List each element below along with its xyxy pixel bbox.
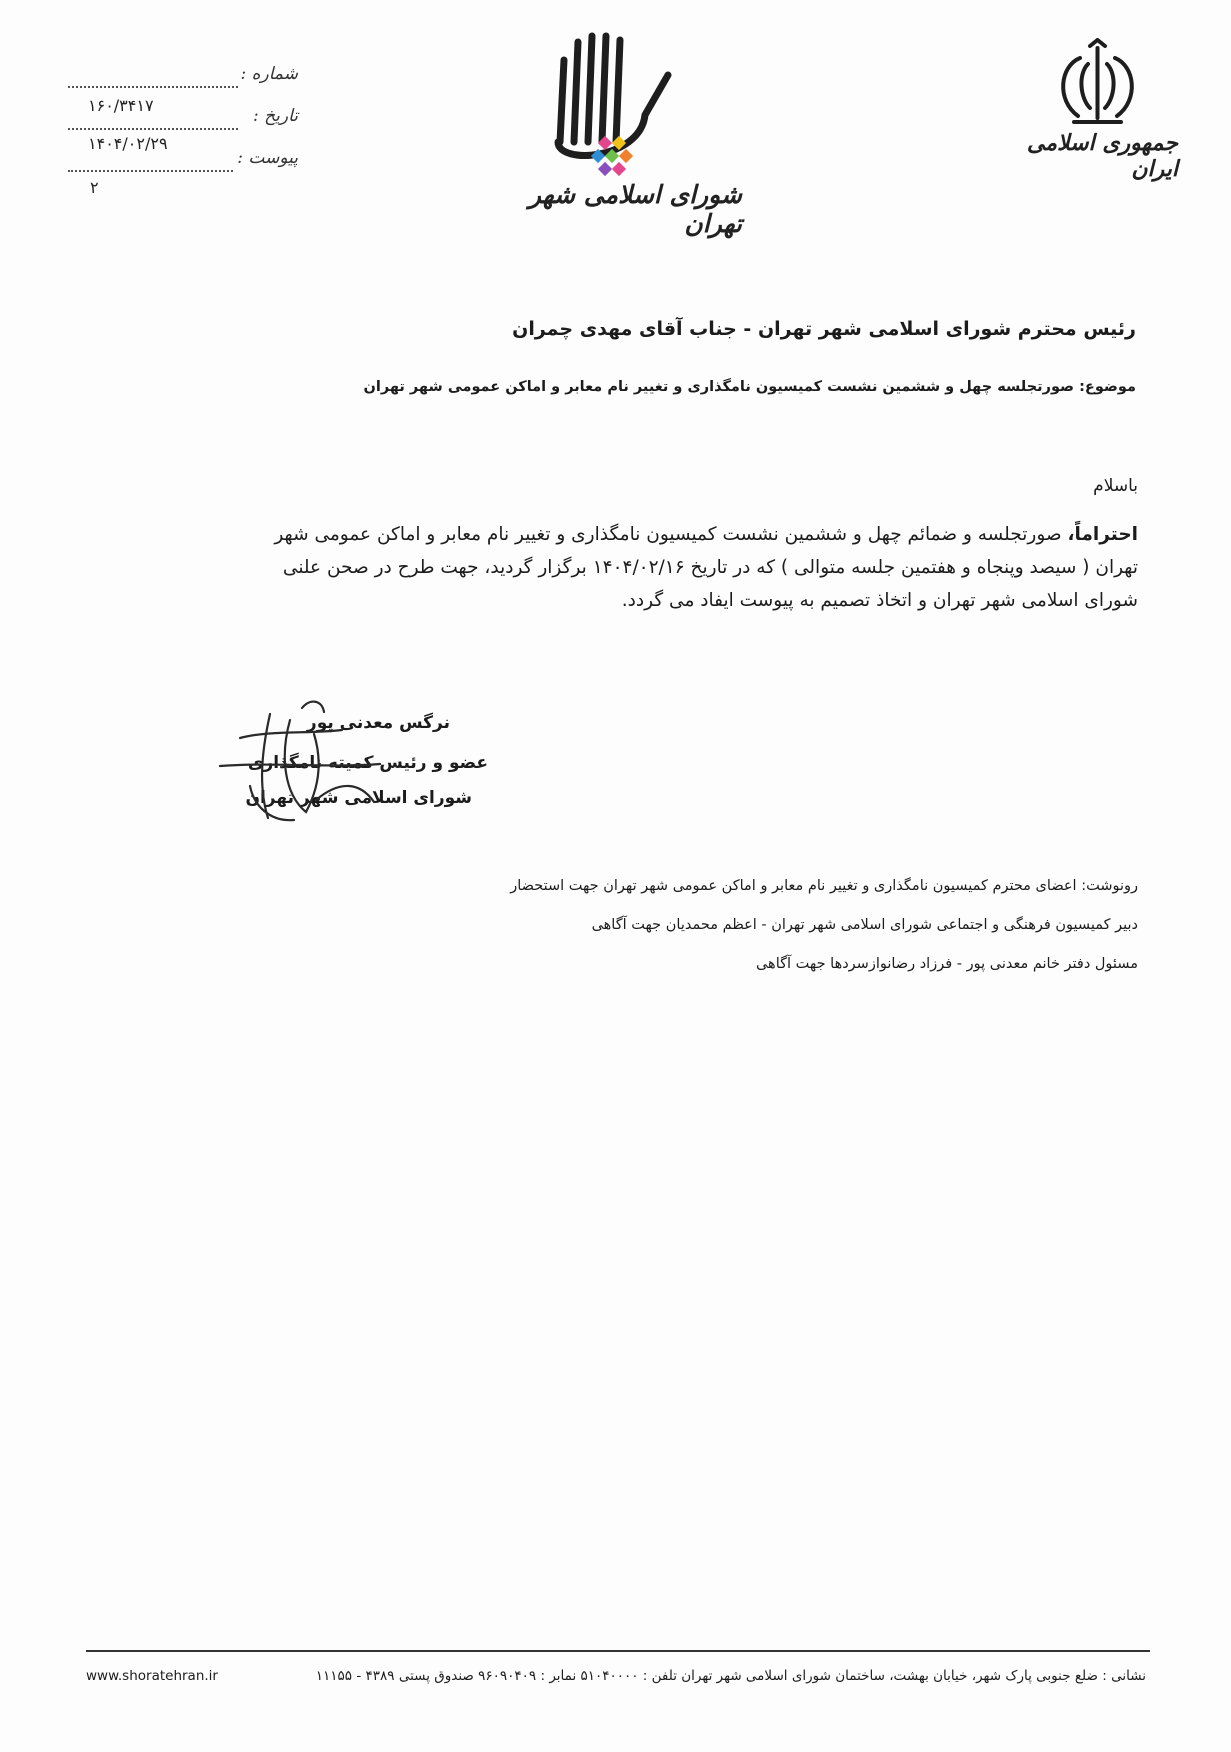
letter-body xyxy=(140,518,1138,617)
body-line-3: شورای اسلامی شهر تهران و اتخاذ تصمیم به پیوست ایفاد می گردد. xyxy=(621,590,1138,611)
footer-website: www.shoratehran.ir xyxy=(86,1668,218,1684)
attachment-dotted-line xyxy=(68,170,233,172)
body-line-1-text: صورتجلسه و ضمائم چهل و ششمین نشست کمیسیون نامگذاری و تغییر نام معابر و اماکن عمومی شهر xyxy=(274,524,1062,545)
number-value: ۱۶۰/۳۴۱۷ xyxy=(88,96,154,115)
number-label: شماره : xyxy=(240,64,298,84)
footer-address: نشانی : ضلع جنوبی پارک شهر، خیابان بهشت، ساختمان شورای اسلامی شهر تهران تلفن : ۵۱۰۴۰۰۰۰ نمابر : ۹۶۰۹۰۴۰۹ صندوق پستی ۴۳۸۹ - ۱۱۱۵۵ xyxy=(315,1668,1146,1684)
footer-divider xyxy=(86,1650,1150,1652)
council-logo xyxy=(480,30,750,238)
emblem-text: جمهوری اسلامی ایران xyxy=(1026,130,1178,182)
number-dotted-line xyxy=(68,86,238,88)
date-dotted-line xyxy=(68,128,238,130)
cc-line-1: رونوشت: اعضای محترم کمیسیون نامگذاری و تغییر نام معابر و اماکن عمومی شهر تهران جهت استحضار xyxy=(510,878,1138,894)
date-label: تاریخ : xyxy=(253,106,298,126)
national-emblem xyxy=(1010,38,1185,182)
addressee: رئیس محترم شورای اسلامی شهر تهران - جناب آقای مهدی چمران xyxy=(512,318,1136,340)
body-line-2: تهران ( سیصد وپنجاه و هفتمین جلسه متوالی ) که در تاریخ ۱۴۰۴/۰۲/۱۶ برگزار گردید، جهت طرح در صحن علنی xyxy=(282,557,1138,578)
signatory-organization: شورای اسلامی شهر تهران xyxy=(245,788,472,808)
attachment-value: ۲ xyxy=(90,178,99,197)
subject: موضوع: صورتجلسه چهل و ششمین نشست کمیسیون نامگذاری و تغییر نام معابر و اماکن عمومی شهر تهران xyxy=(363,379,1136,395)
signatory-name: نرگس معدنی پور xyxy=(306,713,450,733)
cc-line-3: مسئول دفتر خانم معدنی پور - فرزاد رضانوازسردها جهت آگاهی xyxy=(755,956,1138,972)
council-logo-text: شورای اسلامی شهر تهران xyxy=(528,180,742,238)
signatory-title: عضو و رئیس کمیته نامگذاری xyxy=(247,753,488,773)
signature-block xyxy=(210,690,510,830)
emblem-icon xyxy=(1010,38,1185,128)
cc-line-2: دبیر کمیسیون فرهنگی و اجتماعی شورای اسلامی شهر تهران - اعظم محمدیان جهت آگاهی xyxy=(591,917,1138,933)
handwritten-signature xyxy=(210,690,510,830)
body-line-1 xyxy=(140,518,1138,551)
council-logo-mark xyxy=(480,30,750,190)
greeting: باسلام xyxy=(1093,476,1138,496)
date-value: ۱۴۰۴/۰۲/۲۹ xyxy=(88,134,168,153)
attachment-label: پیوست : xyxy=(237,148,298,168)
cc-list xyxy=(300,878,1138,995)
body-lead: احتراماً، xyxy=(1067,524,1138,545)
